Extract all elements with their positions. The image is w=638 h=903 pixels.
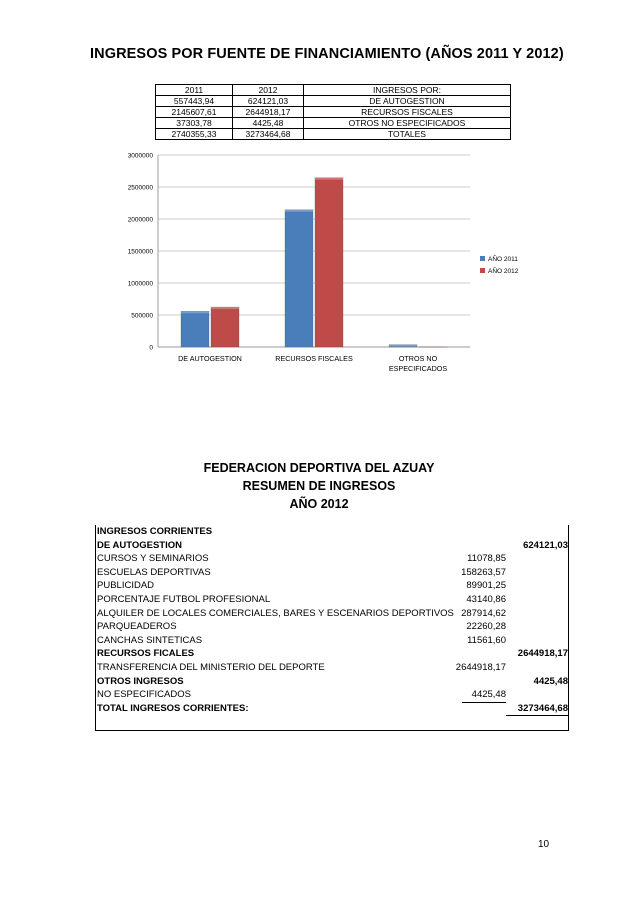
section-label: INGRESOS CORRIENTES — [97, 526, 213, 537]
summary-cell: 37303,78 — [156, 118, 233, 129]
line-item — [96, 688, 568, 702]
summary-cell: DE AUTOGESTION — [304, 96, 511, 107]
x-category-label: DE AUTOGESTION — [178, 354, 242, 363]
section-label: OTROS INGRESOS — [97, 675, 184, 687]
section-row — [96, 525, 568, 539]
y-tick-label: 3000000 — [127, 152, 153, 160]
summary-header-row — [156, 85, 511, 96]
total-row — [96, 702, 568, 716]
line-item — [96, 620, 568, 634]
summary-row — [156, 96, 511, 107]
line-item-label: TRANSFERENCIA DEL MINISTERIO DEL DEPORTE — [97, 661, 325, 673]
summary-header-2011: 2011 — [156, 85, 233, 96]
line-item-value: 22260,28 — [466, 621, 506, 633]
legend-label: AÑO 2011 — [488, 256, 518, 263]
page-title: INGRESOS POR FUENTE DE FINANCIAMIENTO (AÑOS 2011 Y 2012) — [90, 46, 564, 62]
line-item-value: 43140,86 — [466, 593, 506, 605]
total-label: TOTAL INGRESOS CORRIENTES: — [97, 702, 249, 714]
total-value: 3273464,68 — [506, 702, 568, 717]
y-tick-label: 2500000 — [127, 184, 153, 192]
summary-header-2012: 2012 — [233, 85, 304, 96]
line-item-value: 11078,85 — [467, 553, 506, 565]
line-item — [96, 579, 568, 593]
line-item — [96, 566, 568, 580]
section-row — [96, 539, 568, 553]
bar-2011 — [285, 210, 313, 347]
summary-cell: 2740355,33 — [156, 129, 233, 140]
line-item-value: 2644918,17 — [455, 661, 506, 673]
bar-highlight — [389, 345, 417, 347]
section-label: DE AUTOGESTION — [97, 539, 182, 551]
summary-cell: 2644918,17 — [233, 107, 304, 118]
page-number: 10 — [538, 839, 550, 850]
bar-2012 — [211, 307, 239, 347]
bar-highlight — [285, 210, 313, 212]
summary-cell: 2145607,61 — [156, 107, 233, 118]
bar-highlight — [181, 311, 209, 313]
line-item-value: 287914,62 — [461, 607, 506, 619]
summary-cell: 4425,48 — [233, 118, 304, 129]
line-item-label: ALQUILER DE LOCALES COMERCIALES, BARES Y ESCENARIOS DEPORTIVOS — [97, 607, 454, 619]
bar-highlight — [419, 347, 447, 348]
bar-highlight — [315, 178, 343, 180]
summary-cell: 624121,03 — [233, 96, 304, 107]
summary-row — [156, 107, 511, 118]
report-org-title: FEDERACION DEPORTIVA DEL AZUAY — [203, 461, 435, 475]
line-item-value: 4425,48 — [462, 688, 506, 703]
y-tick-label: 1000000 — [127, 280, 153, 288]
y-tick-label: 0 — [149, 344, 153, 352]
section-total: 624121,03 — [523, 539, 568, 551]
income-statement — [95, 525, 569, 731]
x-category-label: RECURSOS FISCALES — [275, 354, 353, 363]
bar-2012 — [315, 178, 343, 347]
section-row — [96, 647, 568, 661]
y-tick-label: 500000 — [131, 312, 153, 320]
summary-header-concept: INGRESOS POR: — [304, 85, 511, 96]
legend-label: AÑO 2012 — [488, 268, 519, 275]
line-item-label: CANCHAS SINTETICAS — [97, 634, 203, 646]
y-tick-label: 2000000 — [127, 216, 153, 224]
summary-row — [156, 118, 511, 129]
y-tick-label: 1500000 — [127, 248, 153, 256]
line-item-label: PARQUEADEROS — [97, 621, 177, 633]
line-item-value: 11561,60 — [467, 634, 506, 646]
section-label: RECURSOS FICALES — [97, 648, 195, 660]
line-item-value: 89901,25 — [466, 580, 506, 592]
legend-swatch — [480, 268, 485, 273]
report-subtitle: RESUMEN DE INGRESOS — [242, 479, 396, 493]
line-item — [96, 552, 568, 566]
line-item — [96, 607, 568, 621]
summary-row — [156, 129, 511, 140]
summary-cell: 557443,94 — [156, 96, 233, 107]
line-item-value: 158263,57 — [461, 566, 506, 578]
summary-cell: RECURSOS FISCALES — [304, 107, 511, 118]
bar-highlight — [211, 307, 239, 309]
summary-cell: TOTALES — [304, 129, 511, 140]
line-item-label: NO ESPECIFICADOS — [97, 689, 191, 701]
section-total: 2644918,17 — [517, 648, 568, 660]
bar-2011 — [181, 311, 209, 347]
section-total: 4425,48 — [533, 675, 568, 687]
summary-table — [155, 84, 511, 140]
legend-swatch — [480, 256, 485, 261]
summary-cell: OTROS NO ESPECIFICADOS — [304, 118, 511, 129]
line-item-label: PUBLICIDAD — [97, 580, 155, 592]
line-item — [96, 593, 568, 607]
report-year: AÑO 2012 — [289, 497, 349, 511]
line-item-label: PORCENTAJE FUTBOL PROFESIONAL — [97, 593, 271, 605]
x-category-label: ESPECIFICADOS — [388, 364, 448, 373]
x-category-label: OTROS NO — [398, 354, 438, 363]
summary-cell: 3273464,68 — [233, 129, 304, 140]
line-item — [96, 661, 568, 675]
income-bar-chart — [100, 145, 540, 385]
line-item-label: ESCUELAS DEPORTIVAS — [97, 566, 211, 578]
section-row — [96, 675, 568, 689]
line-item-label: CURSOS Y SEMINARIOS — [97, 553, 209, 565]
line-item — [96, 634, 568, 648]
